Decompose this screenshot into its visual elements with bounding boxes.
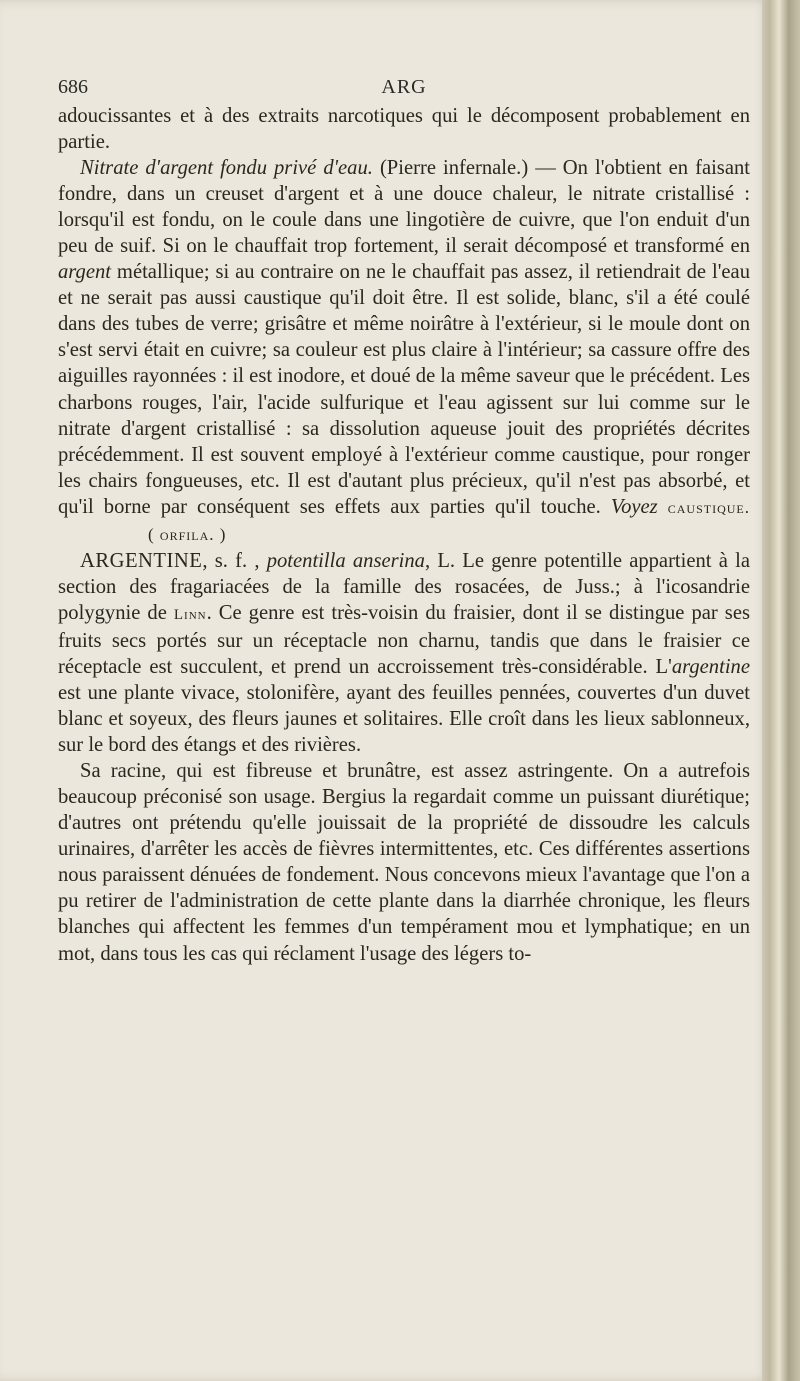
page-body xyxy=(58,103,750,967)
italic-term: argent xyxy=(58,261,112,284)
page-edge xyxy=(762,0,800,1381)
entry-term: Nitrate d'argent fondu privé d'eau. xyxy=(80,157,373,180)
page-number: 686 xyxy=(58,76,88,98)
entry-headword: ARGENTINE xyxy=(80,549,203,572)
paragraph-racine: Sa racine, qui est fibreuse et brunâtre, est assez astringente. On a autrefois beaucoup préconisé son usage. Bergius la regardait comme un puissant diurétique; d'autres ont prétendu qu'elle jouissait de la propriété de dissoudre les calculs urinaires, d'arrêter les accès de fièvres intermittentes, etc. Ces différentes assertions nous paraissent dénuées de fondement. Nous concevons mieux l'avantage que l'on a pu retirer de l'administration de cette plante dans la diarrhée chronique, les fleurs blanches qui affectent les femmes d'un tempérament mou et lymphatique; en un mot, dans tous les cas qui réclament l'usage des légers to- xyxy=(58,760,750,965)
see-also-target: caustique. xyxy=(667,497,750,517)
paragraph-continuation: adoucissantes et à des extraits narcotiques qui le décomposent probablement en partie. xyxy=(58,105,750,154)
latin-name: potentilla anserina xyxy=(266,549,425,572)
see-also-label: Voyez xyxy=(610,495,658,518)
page-header xyxy=(58,76,750,106)
paragraph-argentine: ARGENTINE, s. f. , potentilla anserina, L. Le genre potentille appartient à la section des fragariacées de la famille des rosacées, de Juss.; à l'icosandrie polygynie de Linn. Ce genre est très-voisin du fraisier, dont il se distingue par ses fruits secs portés sur un réceptacle non charnu, tandis que dans le fraisier ce réceptacle est succulent, et prend un accroissement très-considérable. L'argentine est une plante vivace, stolonifère, ayant des feuilles pennées, couvertes d'un duvet blanc et soyeux, des fleurs jaunes et solitaires. Elle croît dans les lieux sablonneux, sur le bord des étangs et des rivières. xyxy=(58,549,750,757)
italic-term: argentine xyxy=(671,655,750,678)
author-signature: ( orfila. ) xyxy=(148,524,227,544)
running-head: ARG xyxy=(381,76,427,98)
paragraph-nitrate: Nitrate d'argent fondu privé d'eau. (Pierre infernale.) — On l'obtient en faisant fondre, dans un creuset d'argent et à une douce chaleur, le nitrate cristallisé : lorsqu'il est fondu, on le coule dans une lingotière de cuivre, que l'on enduit d'un peu de suif. Si on le chauffait trop fortement, il serait décomposé et transformé en argent métallique; si au contraire on ne le chauffait pas assez, il retiendrait de l'eau et ne serait pas aussi caustique qu'il doit être. Il est solide, blanc, s'il a été coulé dans des tubes de verre; grisâtre et même noirâtre à l'extérieur, si le moule dont on s'est servi était en cuivre; sa couleur est plus claire à l'intérieur; sa cassure offre des aiguilles rayonnées : il est inodore, et doué de la même saveur que le précédent. Les charbons rouges, l'air, l'acide sulfurique et l'eau agissent sur lui comme sur le nitrate d'argent cristallisé : sa dissolution aqueuse jouit des propriétés décrites précédemment. Il est souvent employé à l'extérieur comme caustique, pour ronger les chairs fongueuses, etc. Il est d'autant plus précieux, qu'il n'est pas absorbé, et qu'il borne par conséquent ses effets aux parties qu'il touche. Voyez caustique.( orfila. ) xyxy=(58,157,750,544)
author-name: Linn xyxy=(173,606,207,623)
